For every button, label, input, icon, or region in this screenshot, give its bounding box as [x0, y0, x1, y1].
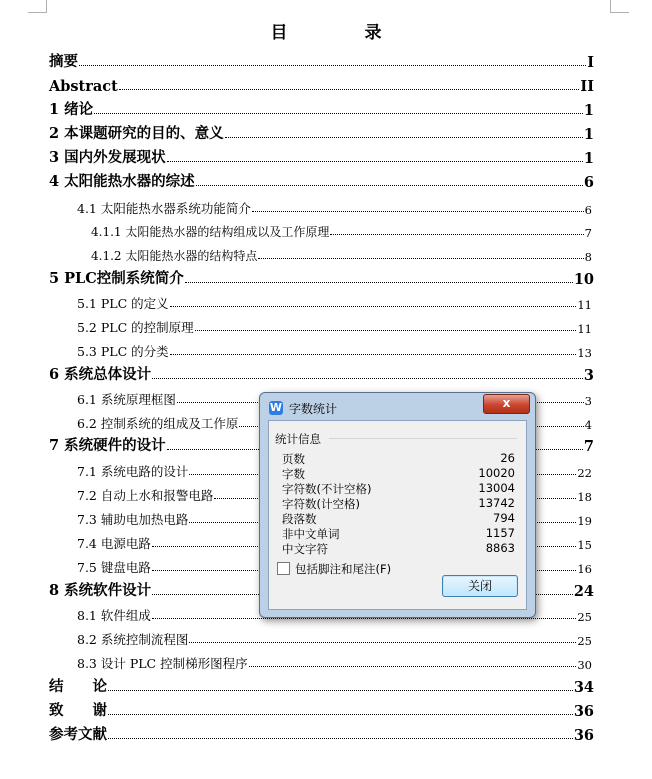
stat-label: 字符数(不计空格) [282, 482, 372, 496]
dialog-title: 字数统计 [289, 402, 338, 416]
toc-entry-page: I [587, 54, 594, 71]
stat-row [282, 541, 515, 556]
toc-entry-page: 11 [577, 322, 592, 336]
toc-entry[interactable] [91, 218, 592, 240]
toc-entry-label: 6 系统总体设计 [49, 366, 152, 383]
toc-entry-label: 结 论 [49, 678, 107, 695]
stat-row [282, 511, 515, 526]
toc-dot-leader [189, 642, 576, 643]
toc-dot-leader [330, 234, 583, 235]
toc-entry-page: 15 [577, 538, 592, 552]
page-corner-mark-left [28, 0, 47, 13]
toc-dot-leader [152, 378, 583, 379]
toc-dot-leader [195, 330, 577, 331]
stat-value: 1157 [485, 526, 515, 540]
toc-dot-leader [252, 211, 584, 212]
toc-entry-page: 18 [577, 490, 592, 504]
toc-entry-label: 5 PLC控制系统简介 [49, 270, 184, 287]
toc-dot-leader [108, 690, 573, 691]
toc-entry-page: 1 [583, 126, 594, 143]
toc-dot-leader [79, 65, 586, 66]
toc-dot-leader [108, 714, 573, 715]
toc-entry-label: 7.2 自动上水和报警电路 [77, 488, 214, 503]
toc-entry[interactable] [49, 362, 594, 384]
toc-entry-label: 7.1 系统电路的设计 [77, 464, 189, 479]
toc-entry-label: 摘要 [49, 53, 78, 70]
group-divider [329, 438, 517, 439]
stat-label: 段落数 [282, 512, 317, 526]
toc-dot-leader [225, 137, 583, 138]
toc-dot-leader [170, 306, 577, 307]
toc-entry-page: 8 [584, 250, 592, 264]
dialog-titlebar[interactable] [260, 393, 535, 421]
toc-entry-page: 6 [583, 174, 594, 191]
stat-value: 794 [493, 511, 515, 525]
toc-entry-page: 36 [573, 703, 594, 720]
toc-dot-leader [170, 354, 577, 355]
dialog-body [268, 420, 527, 610]
toc-dot-leader [196, 185, 583, 186]
stat-label: 字数 [282, 467, 305, 481]
toc-entry[interactable] [77, 626, 592, 648]
toc-title: 目 录 [270, 23, 412, 43]
toc-dot-leader [94, 113, 583, 114]
stat-value: 8863 [485, 541, 515, 555]
toc-entry-page: 7 [584, 226, 592, 240]
stat-label: 页数 [282, 452, 305, 466]
close-icon[interactable]: x [483, 394, 530, 414]
toc-entry[interactable] [77, 195, 592, 217]
stat-value: 10020 [478, 466, 515, 480]
toc-entry-page: 22 [577, 466, 592, 480]
stat-row [282, 451, 515, 466]
toc-entry[interactable] [49, 169, 594, 191]
toc-entry-label: 1 绪论 [49, 101, 94, 118]
toc-entry-label: 致 谢 [49, 702, 107, 719]
stat-label: 字符数(计空格) [282, 497, 360, 511]
toc-entry-label: Abstract [49, 78, 118, 95]
toc-dot-leader [185, 282, 573, 283]
toc-dot-leader [249, 666, 577, 667]
toc-entry[interactable] [49, 49, 594, 71]
toc-entry-page: 4 [584, 418, 592, 432]
toc-entry-label: 3 国内外发展现状 [49, 149, 166, 166]
toc-entry-page: 3 [583, 367, 594, 384]
stat-value: 26 [500, 451, 515, 465]
close-button[interactable]: 关闭 [442, 575, 518, 597]
toc-entry-page: 25 [577, 634, 592, 648]
stat-row [282, 466, 515, 481]
page-corner-mark-right [610, 0, 629, 13]
statistics-group-label: 统计信息 [275, 432, 321, 446]
toc-entry-page: 11 [577, 298, 592, 312]
include-footnotes-label: 包括脚注和尾注(F) [295, 562, 392, 576]
toc-entry-label: 5.3 PLC 的分类 [77, 344, 169, 359]
toc-entry[interactable] [77, 290, 592, 312]
toc-entry[interactable] [49, 674, 594, 696]
toc-entry-page: 19 [577, 514, 592, 528]
stat-label: 非中文单词 [282, 527, 340, 541]
toc-entry-label: 5.1 PLC 的定义 [77, 296, 169, 311]
toc-entry[interactable] [49, 145, 594, 167]
toc-entry-page: II [580, 78, 594, 95]
toc-entry-page: 24 [573, 583, 594, 600]
toc-entry-label: 4.1.1 太阳能热水器的结构组成以及工作原理 [91, 225, 330, 239]
stat-row [282, 496, 515, 511]
stat-row [282, 481, 515, 496]
toc-entry-page: 6 [584, 203, 592, 217]
toc-entry-label: 8.3 设计 PLC 控制梯形图程序 [77, 656, 248, 671]
toc-entry[interactable] [49, 698, 594, 720]
toc-entry-label: 8.1 软件组成 [77, 608, 151, 623]
toc-entry-page: 16 [577, 562, 592, 576]
toc-entry-label: 8.2 系统控制流程图 [77, 632, 189, 647]
toc-entry[interactable] [77, 314, 592, 336]
toc-entry-page: 10 [573, 271, 594, 288]
toc-entry-page: 25 [577, 610, 592, 624]
toc-entry[interactable] [49, 121, 594, 143]
toc-entry[interactable] [91, 242, 592, 264]
toc-entry-label: 6.2 控制系统的组成及工作原 [77, 416, 239, 431]
toc-entry-page: 13 [577, 346, 592, 360]
toc-entry-label: 4 太阳能热水器的综述 [49, 173, 195, 190]
toc-entry-label: 4.1.2 太阳能热水器的结构特点 [91, 249, 258, 263]
toc-entry-label: 8 系统软件设计 [49, 582, 152, 599]
toc-entry[interactable] [77, 338, 592, 360]
toc-dot-leader [119, 89, 580, 90]
toc-entry[interactable] [49, 97, 594, 119]
stat-value: 13742 [478, 496, 515, 510]
include-footnotes-checkbox[interactable] [277, 562, 290, 575]
toc-entry-label: 2 本课题研究的目的、意义 [49, 125, 224, 142]
toc-dot-leader [258, 258, 583, 259]
toc-dot-leader [108, 738, 573, 739]
toc-entry-page: 7 [583, 438, 594, 455]
toc-entry-label: 7.3 辅助电加热电路 [77, 512, 189, 527]
toc-entry-page: 3 [584, 394, 592, 408]
wps-app-icon: W [269, 401, 283, 414]
toc-entry-label: 7.5 键盘电路 [77, 560, 151, 575]
stat-row [282, 526, 515, 541]
toc-dot-leader [167, 161, 583, 162]
toc-entry-label: 5.2 PLC 的控制原理 [77, 320, 194, 335]
toc-entry-page: 34 [573, 679, 594, 696]
toc-entry[interactable] [49, 266, 594, 288]
toc-entry-page: 1 [583, 102, 594, 119]
toc-entry-label: 7 系统硬件的设计 [49, 437, 166, 454]
toc-entry[interactable] [49, 73, 594, 95]
toc-entry-label: 7.4 电源电路 [77, 536, 151, 551]
stat-value: 13004 [478, 481, 515, 495]
toc-entry-page: 30 [577, 658, 592, 672]
toc-entry-page: 1 [583, 150, 594, 167]
toc-entry[interactable] [77, 650, 592, 672]
toc-entry[interactable] [49, 722, 594, 744]
toc-dot-leader [152, 618, 577, 619]
toc-entry-label: 4.1 太阳能热水器系统功能简介 [77, 201, 251, 216]
word-count-dialog [259, 392, 536, 618]
toc-entry-label: 6.1 系统原理框图 [77, 392, 176, 407]
toc-entry-page: 36 [573, 727, 594, 744]
toc-entry-label: 参考文献 [49, 726, 107, 743]
stat-label: 中文字符 [282, 542, 328, 556]
